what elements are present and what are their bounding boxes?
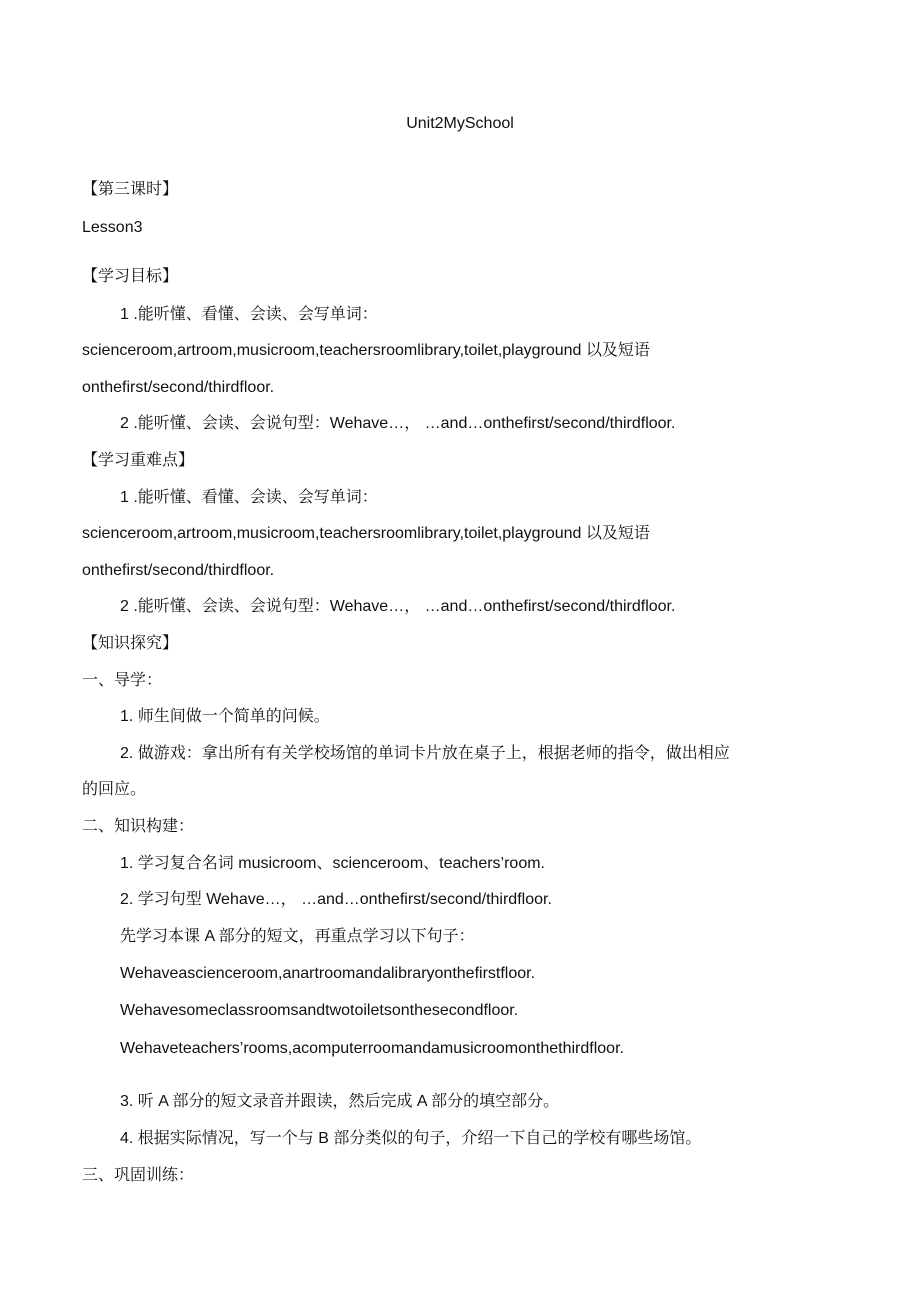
key-points-item1-words: scienceroom,artroom,musicroom,teachersroomlibrary,toilet,playground 以及短语 <box>82 525 650 542</box>
build-heading: 二、知识构建： <box>82 818 195 835</box>
build-item2: 2. 学习句型 Wehave…， …and…onthefirst/second/thirdfloor. <box>120 891 552 908</box>
guide-item2-line2: 的回应。 <box>82 781 147 798</box>
guide-item1: 1. 师生间做一个简单的问候。 <box>120 708 330 725</box>
explore-heading: 【知识探究】 <box>82 635 179 652</box>
key-points-item1-intro: 1 .能听懂、看懂、会读、会写单词： <box>120 489 378 506</box>
build-sentence3: Wehaveteachers’rooms,acomputerroomandamusicroomonthethirdfloor. <box>120 1040 624 1057</box>
guide-heading: 一、导学： <box>82 672 163 689</box>
key-points-heading: 【学习重难点】 <box>82 452 195 469</box>
key-points-item2: 2 .能听懂、会读、会说句型：Wehave…， …and…onthefirst/second/thirdfloor. <box>120 598 676 615</box>
lesson-label: Lesson3 <box>82 219 143 236</box>
build-sentence2: Wehavesomeclassroomsandtwotoiletsonthesecondfloor. <box>120 1002 519 1019</box>
objectives-item1-words: scienceroom,artroom,musicroom,teachersroomlibrary,toilet,playground 以及短语 <box>82 342 650 359</box>
objectives-item1-phrase: onthefirst/second/thirdfloor. <box>82 379 275 396</box>
document-title: Unit2MySchool <box>406 115 514 132</box>
objectives-heading: 【学习目标】 <box>82 268 179 285</box>
build-item1: 1. 学习复合名词 musicroom、scienceroom、teachers’room. <box>120 855 545 872</box>
key-points-item1-phrase: onthefirst/second/thirdfloor. <box>82 562 275 579</box>
build-item3: 3. 听 A 部分的短文录音并跟读，然后完成 A 部分的填空部分。 <box>120 1093 560 1110</box>
build-item4: 4. 根据实际情况，写一个与 B 部分类似的句子，介绍一下自己的学校有哪些场馆。 <box>120 1130 702 1147</box>
practice-heading: 三、巩固训练： <box>82 1167 195 1184</box>
objectives-item2: 2 .能听懂、会读、会说句型：Wehave…， …and…onthefirst/second/thirdfloor. <box>120 415 676 432</box>
guide-item2-line1: 2. 做游戏：拿出所有有关学校场馆的单词卡片放在桌子上，根据老师的指令，做出相应 <box>120 745 730 762</box>
build-sentence1: Wehaveascienceroom,anartroomandalibraryonthefirstfloor. <box>120 965 536 982</box>
objectives-item1-intro: 1 .能听懂、看懂、会读、会写单词： <box>120 306 378 323</box>
build-intro: 先学习本课 A 部分的短文，再重点学习以下句子： <box>120 928 475 945</box>
period-label: 【第三课时】 <box>82 181 179 198</box>
